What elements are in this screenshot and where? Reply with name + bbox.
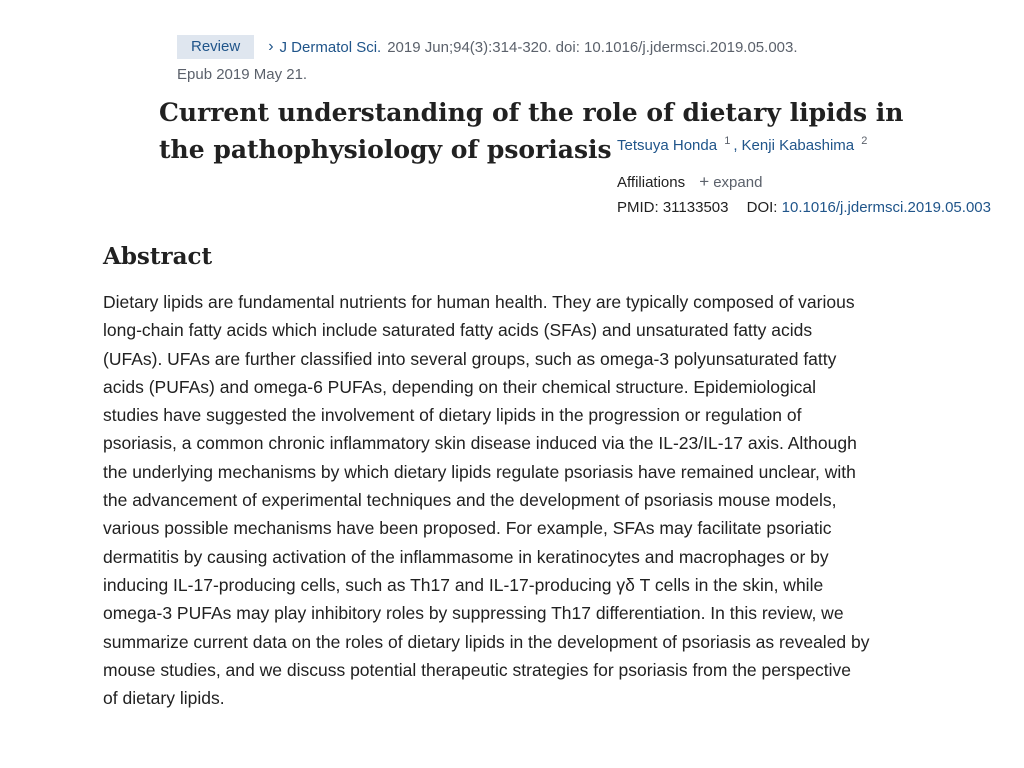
citation-line xyxy=(177,35,798,59)
affiliations-expand-button[interactable] xyxy=(699,174,762,191)
abstract-line: studies have suggested the involvement of dietary lipids in the progression or regulation of xyxy=(103,405,802,426)
author-list xyxy=(617,135,870,154)
chevron-right-icon[interactable]: › xyxy=(268,38,274,55)
affiliation-ref[interactable]: 1 xyxy=(724,135,731,147)
abstract-line: inducing IL-17-producing cells, such as Th17 and IL-17-producing γδ T cells in the skin, while xyxy=(103,574,824,595)
pmid-value: 31133503 xyxy=(662,199,729,216)
abstract-line: the advancement of experimental techniques and the development of psoriasis mouse models, xyxy=(103,490,837,511)
abstract-line: mouse studies, and we discuss potential therapeutic strategies for psoriasis from the perspective xyxy=(103,659,852,680)
abstract-line: summarize current data on the roles of dietary lipids in the development of psoriasis as revealed by xyxy=(103,631,870,652)
abstract-line: various possible mechanisms have been proposed. For example, SFAs may facilitate psoriatic xyxy=(103,518,832,539)
abstract-line: (UFAs). UFAs are further classified into several groups, such as omega-3 polyunsaturated fatty xyxy=(103,348,837,369)
identifiers-row xyxy=(617,199,991,216)
abstract-line: acids (PUFAs) and omega-6 PUFAs, depending on their chemical structure. Epidemiological xyxy=(103,376,816,397)
affiliation-ref[interactable]: 2 xyxy=(861,135,868,147)
author-link[interactable]: Kenji Kabashima xyxy=(741,137,855,154)
article-title-line: Current understanding of the role of dietary lipids in xyxy=(159,98,904,127)
abstract-line: the underlying mechanisms by which dietary lipids regulate psoriasis have remained unclear, with xyxy=(103,461,856,482)
abstract-line: long-chain fatty acids which include saturated fatty acids (SFAs) and unsaturated fatty acids xyxy=(103,320,813,341)
epub-date: Epub 2019 May 21. xyxy=(177,66,308,83)
plus-icon: + xyxy=(699,172,710,191)
author-separator: , xyxy=(733,137,738,154)
affiliations-row xyxy=(617,172,762,192)
article-title-line: the pathophysiology of psoriasis xyxy=(159,135,612,164)
pmid-label: PMID: xyxy=(617,199,659,216)
abstract-text xyxy=(103,288,963,712)
abstract-line: omega-3 PUFAs may play inhibitory roles by suppressing Th17 differentiation. In this review, we xyxy=(103,603,844,624)
abstract-line: psoriasis, a common chronic inflammatory skin disease induced via the IL-23/IL-17 axis. Although xyxy=(103,433,857,454)
doi-link[interactable]: 10.1016/j.jdermsci.2019.05.003 xyxy=(781,199,991,216)
abstract-line: dermatitis by causing activation of the inflammasome in keratinocytes and macrophages or by xyxy=(103,546,829,567)
expand-label: expand xyxy=(713,174,763,191)
author-link[interactable]: Tetsuya Honda xyxy=(617,137,718,154)
review-badge: Review xyxy=(177,35,254,59)
citation-details: 2019 Jun;94(3):314-320. doi: 10.1016/j.jdermsci.2019.05.003. xyxy=(387,38,798,56)
abstract-line: Dietary lipids are fundamental nutrients for human health. They are typically composed of various xyxy=(103,292,855,312)
journal-link[interactable]: J Dermatol Sci. xyxy=(279,38,382,56)
doi-label: DOI: xyxy=(746,199,778,216)
abstract-heading: Abstract xyxy=(103,243,213,270)
article-title xyxy=(159,94,904,168)
abstract-line: of dietary lipids. xyxy=(103,688,225,709)
affiliations-label: Affiliations xyxy=(617,174,686,191)
